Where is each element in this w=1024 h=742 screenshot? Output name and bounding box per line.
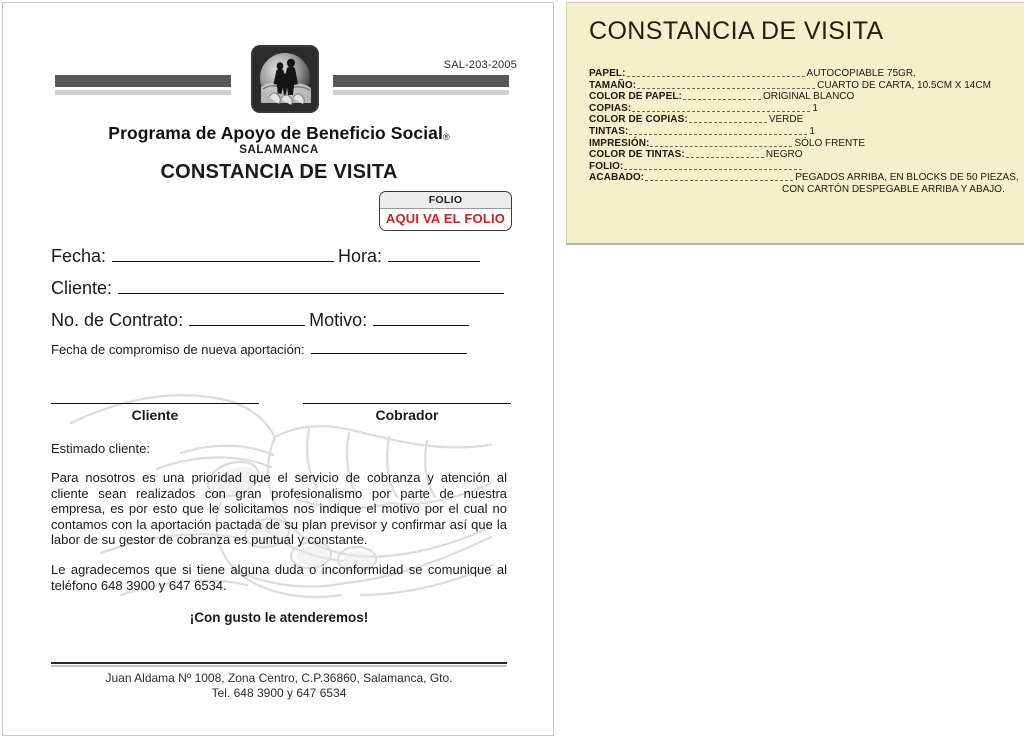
- footer-divider-dark: [51, 662, 507, 664]
- brand-name-text: Programa de Apoyo de Beneficio Social: [108, 123, 443, 143]
- organization-logo-icon: [251, 45, 319, 113]
- label-compromiso: Fecha de compromiso de nueva aportación:: [51, 342, 305, 357]
- brand-city: SALAMANCA: [239, 144, 319, 156]
- letter-paragraph-2: Le agradecemos que si tiene alguna duda o inconformidad se comunique al teléfono 648 3900 y 647 6534.: [51, 561, 507, 593]
- letter-slogan: ¡Con gusto le atenderemos!: [189, 610, 369, 626]
- form-fields: [51, 246, 511, 369]
- spec-row-leader: [650, 145, 792, 147]
- spec-row-label: COPIAS:: [589, 102, 632, 114]
- spec-row: [589, 114, 1024, 126]
- spec-row: [589, 126, 1024, 138]
- spec-row-value: NEGRO: [765, 149, 803, 161]
- footer-phone-line: Tel. 648 3900 y 647 6534: [211, 686, 347, 700]
- input-motivo[interactable]: [373, 324, 469, 326]
- spec-row-leader: [627, 75, 805, 77]
- spec-row: [589, 172, 1024, 184]
- header-bar-left-thin: [55, 90, 231, 95]
- label-hora: Hora:: [338, 246, 383, 266]
- spec-row-value: SÓLO FRENTE: [794, 137, 866, 149]
- signature-line-cliente: [51, 403, 259, 404]
- spec-row: [589, 103, 1024, 115]
- header-bar-left-thick: [55, 75, 231, 87]
- spec-row-value: PEGADOS ARRIBA, EN BLOCKS DE 50 PIEZAS,: [795, 172, 1019, 184]
- spec-row: [589, 149, 1024, 161]
- label-motivo: Motivo:: [309, 310, 368, 330]
- signature-label-cobrador: Cobrador: [375, 407, 439, 423]
- spec-row-value: VERDE: [768, 114, 804, 126]
- spec-row: [589, 91, 1024, 103]
- form-code: SAL-203-2005: [443, 59, 517, 71]
- spec-row-leader: [686, 156, 764, 158]
- spec-row: [589, 138, 1024, 150]
- label-fecha: Fecha:: [51, 246, 107, 266]
- spec-row-leader: [683, 98, 761, 100]
- signature-line-cobrador: [303, 403, 511, 404]
- spec-row-value: ORIGINAL BLANCO: [762, 91, 855, 103]
- spec-row-leader: [624, 168, 802, 170]
- input-compromiso[interactable]: [311, 352, 467, 354]
- spec-row-label: TINTAS:: [589, 125, 629, 137]
- input-hora[interactable]: [388, 260, 480, 262]
- field-row-contrato-motivo: [51, 310, 511, 331]
- header-bar-right-thick: [333, 75, 509, 87]
- footer-address: [51, 671, 507, 701]
- spec-panel: [566, 2, 1024, 245]
- spec-row-label: TAMAÑO:: [589, 79, 637, 91]
- field-row-fecha-hora: [51, 246, 511, 267]
- spec-row-value: AUTOCOPIABLE 75GR.: [806, 68, 916, 79]
- letter-paragraph-1: Para nosotros es una prioridad que el servicio de cobranza y atención al cliente sean realizados con gran profesionalismo por parte de nuestra empresa, es por esto que le solicitamos nos indique el motivo por el cual no contamos con la aportación pactada de su plan previsor y confirmar así que la labor de su gestor de cobranza es puntual y constante.: [51, 470, 507, 548]
- folio-header: FOLIO: [380, 192, 511, 209]
- spec-row-label: COLOR DE TINTAS:: [589, 149, 685, 161]
- field-row-cliente: [51, 278, 511, 299]
- spec-row-label: COLOR DE COPIAS:: [589, 114, 688, 126]
- signature-label-cliente: Cliente: [131, 407, 179, 423]
- spec-acabado-line-2: CON CARTÓN DESPEGABLE ARRIBA Y ABAJO.: [782, 183, 1005, 195]
- header-bar-left: [55, 75, 231, 95]
- footer-address-line: Juan Aldama Nº 1008, Zona Centro, C.P.36860, Salamanca, Gto.: [105, 671, 453, 685]
- spec-row-label: IMPRESIÓN:: [589, 137, 650, 149]
- letter-body: [51, 441, 507, 625]
- input-contrato[interactable]: [189, 324, 305, 326]
- spec-row-label: COLOR DE PAPEL:: [589, 91, 682, 103]
- signature-cliente[interactable]: [51, 403, 259, 423]
- header-bar-right-thin: [333, 90, 509, 95]
- input-fecha[interactable]: [112, 260, 334, 262]
- spec-list: [589, 68, 1024, 196]
- spec-row-value: 1: [809, 125, 815, 137]
- folio-box[interactable]: [379, 191, 512, 231]
- page-title: CONSTANCIA DE VISITA: [160, 161, 398, 183]
- field-row-compromiso: [51, 342, 511, 358]
- signature-block: [51, 403, 511, 423]
- spec-row: [589, 161, 1024, 173]
- spec-row-label: PAPEL:: [589, 68, 626, 79]
- letter-salutation: Estimado cliente:: [51, 441, 150, 456]
- registered-mark-icon: ®: [442, 132, 450, 142]
- spec-row-value: CUARTO DE CARTA, 10.5CM X 14CM: [817, 79, 991, 91]
- spec-row: [589, 80, 1024, 92]
- label-cliente: Cliente:: [51, 278, 113, 298]
- footer-divider-light: [51, 665, 507, 667]
- footer-divider: [51, 662, 507, 667]
- header-bar-right: [333, 75, 509, 95]
- label-contrato: No. de Contrato:: [51, 310, 184, 330]
- spec-row-leader: [637, 87, 815, 89]
- spec-row-leader: [629, 133, 807, 135]
- folio-value: AQUI VA EL FOLIO: [385, 211, 506, 226]
- spec-row-value: 1: [812, 102, 818, 114]
- signature-cobrador[interactable]: [303, 403, 511, 423]
- spec-row-leader: [689, 121, 767, 123]
- spec-row-label: FOLIO:: [589, 160, 624, 172]
- input-cliente[interactable]: [118, 292, 504, 294]
- spec-panel-title: CONSTANCIA DE VISITA: [589, 17, 884, 45]
- spec-row-leader: [632, 110, 810, 112]
- form-document: [2, 2, 554, 736]
- spec-row-label: ACABADO:: [589, 172, 645, 184]
- brand-name: [3, 123, 554, 144]
- spec-row: [589, 68, 1024, 80]
- spec-row-leader: [645, 179, 793, 181]
